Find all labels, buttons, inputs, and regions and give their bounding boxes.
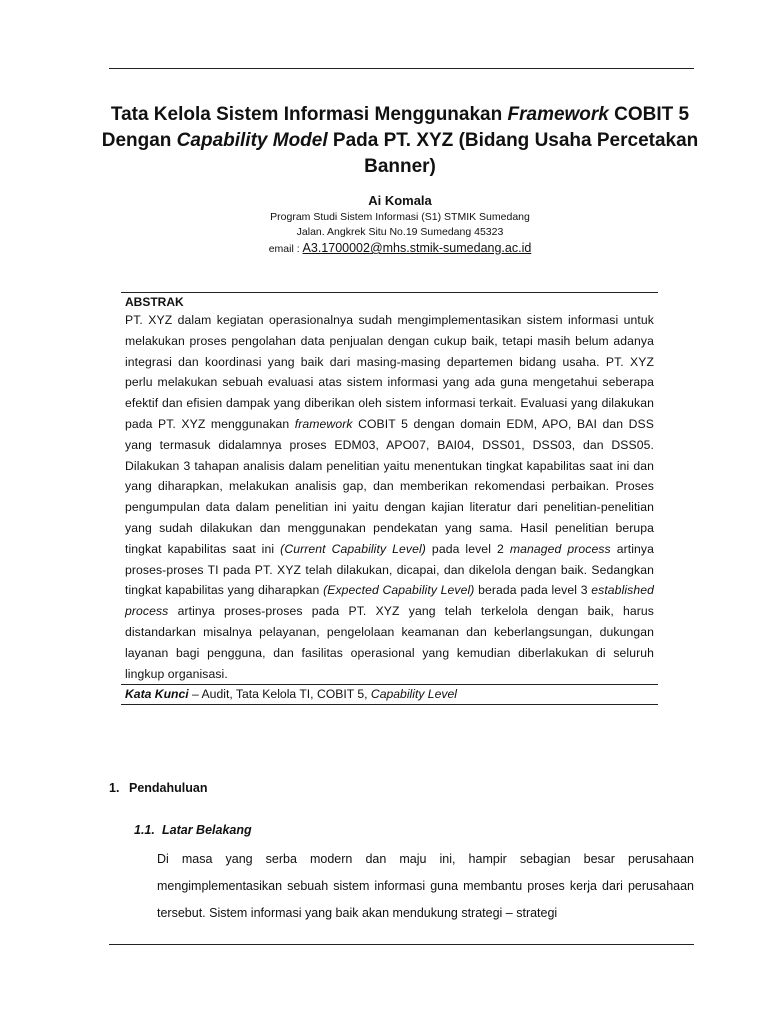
paper-title [100,102,700,180]
title-line-1: Tata Kelola Sistem Informasi Menggunakan Framework COBIT 5 [110,104,690,125]
section-heading-1: 1. Pendahuluan [109,781,208,795]
keywords: Kata Kunci – Audit, Tata Kelola TI, COBIT 5, Capability Level [125,687,457,702]
email-link[interactable]: A3.1700002@mhs.stmik-sumedang.ac.id [302,241,532,255]
bottom-rule [109,944,694,945]
title-line-3: Banner) [364,156,436,177]
author-address: Jalan. Angkrek Situ No.19 Sumedang 45323 [296,226,504,238]
author-affiliation: Program Studi Sistem Informasi (S1) STMIK Sumedang [270,211,530,223]
title-line-2: Dengan Capability Model Pada PT. XYZ (Bidang Usaha Percetakan [101,130,699,151]
author-block [150,191,650,258]
abstract-box [121,292,658,705]
subsection-heading-1-1: 1.1. Latar Belakang [134,823,252,837]
email-label: email : [268,243,303,255]
author-name: Ai Komala [368,193,432,208]
abstract-body: PT. XYZ dalam kegiatan operasionalnya sudah mengimplementasikan sistem informasi untuk melakukan proses pengolahan data penjualan dengan cukup baik, tetapi masih belum adanya integrasi dan koordinasi yang baik dari masing-masing departemen bidang usaha. PT. XYZ perlu melakukan sebuah evaluasi atas sistem informasi yang ada guna mengetahui seberapa efektif dan efisien dampak yang diberikan oleh sistem informasi terkait. Evaluasi yang dilakukan pada PT. XYZ menggunakan framework COBIT 5 dengan domain EDM, APO, BAI dan DSS yang termasuk didalamnya proses EDM03, APO07, BAI04, DSS01, DSS03, dan DSS05. Dilakukan 3 tahapan analisis dalam penelitian yaitu menentukan tingkat kapabilitas saat ini dan yang diharapkan, melakukan analisis gap, dan memberikan rekomendasi perbaikan. Proses pengumpulan data dalam penelitian ini yaitu dengan kajian literatur dari penelitian-penelitian yang sudah dilakukan dan menggunakan pendekatan yang sama. Hasil penelitian berupa tingkat kapabilitas saat ini (Current Capability Level) pada level 2 managed process artinya proses-proses TI pada PT. XYZ telah dilakukan, dicapai, dan dikelola dengan baik. Sedangkan tingkat kapabilitas yang diharapkan (Expected Capability Level) berada pada level 3 established process artinya proses-proses pada PT. XYZ yang telah terkelola dengan baik, harus distandarkan misalnya pelayanan, pengelolaan keamanan dan keberlangsungan, dukungan layanan bagi pengguna, dan fasilitas operasional yang kemudian diberlakukan di seluruh lingkup organisasi. [125,313,655,681]
keywords-label: Kata Kunci [125,687,189,702]
author-email-line [150,240,650,258]
top-rule [109,68,694,69]
intro-paragraph: Di masa yang serba modern dan maju ini, hampir sebagian besar perusahaan mengimplementasikan sebuah sistem informasi guna membantu proses kerja dari perusahaan tersebut. Sistem informasi yang baik akan mendukung strategi – strategi [157,852,694,920]
abstract-bottom-rule [121,704,658,705]
abstract-top-rule [121,292,658,293]
abstract-heading: ABSTRAK [125,295,184,309]
